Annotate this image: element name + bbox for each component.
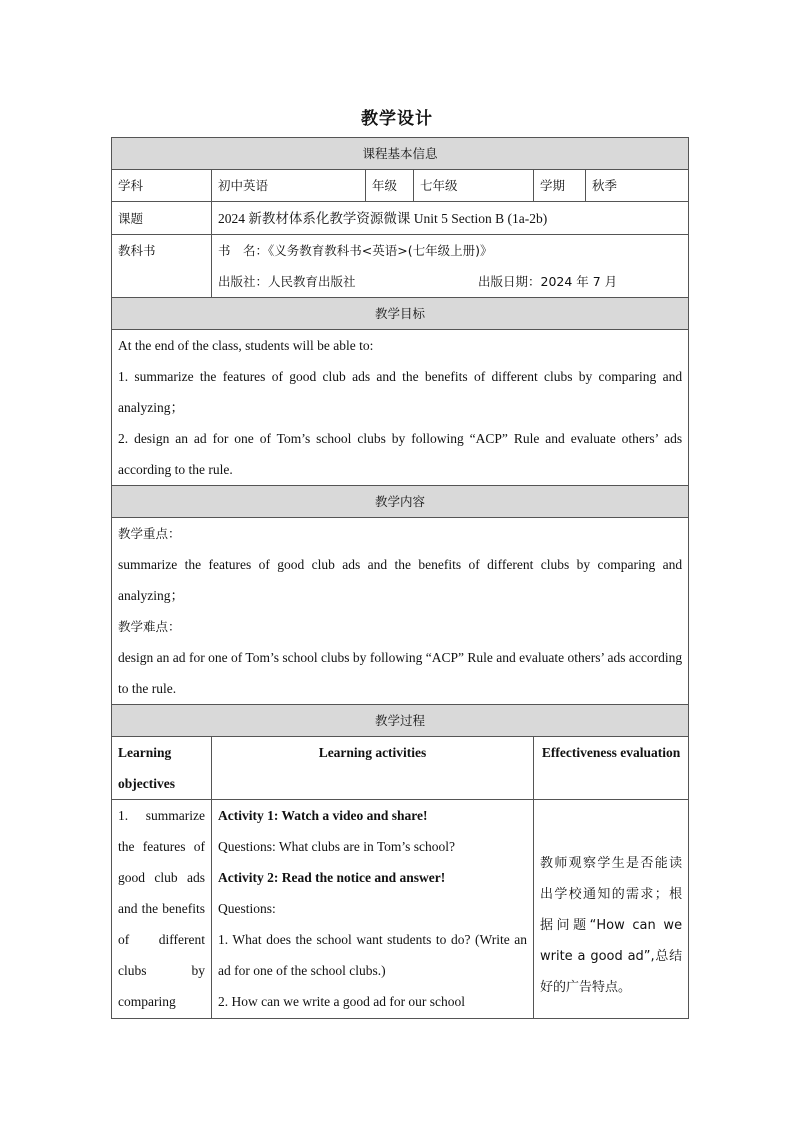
col-header-activities: Learning activities [212, 737, 534, 800]
textbook-info [212, 235, 689, 298]
objectives-header: 教学目标 [112, 298, 689, 330]
lesson-plan-table [111, 137, 689, 1019]
textbook-name: 书 名：《义务教育教科书<英语>(七年级上册)》 [218, 243, 493, 258]
row1-evaluation: 教师观察学生是否能读出学校通知的需求；根据问题“How can we write a good ad”,总结好的广告特点。 [534, 800, 689, 1019]
publish-date: 出版日期：2024 年 7 月 [478, 274, 618, 289]
term-label: 学期 [534, 170, 586, 202]
col-header-objectives: Learning objectives [112, 737, 212, 800]
term-value: 秋季 [586, 170, 689, 202]
subject-label: 学科 [112, 170, 212, 202]
subject-value: 初中英语 [212, 170, 366, 202]
grade-label: 年级 [366, 170, 414, 202]
objective-item: 2. design an ad for one of Tom’s school clubs by following “ACP” Rule and evaluate others’ ads according to the rule. [118, 431, 683, 477]
activity1-question: Questions: What clubs are in Tom’s school? [218, 839, 456, 854]
topic-value: 2024 新教材体系化教学资源微课 Unit 5 Section B (1a-2b) [212, 202, 689, 235]
col-header-evaluation: Effectiveness evaluation [534, 737, 689, 800]
content-body [112, 518, 689, 705]
objectives-body [112, 330, 689, 486]
page-title: 教学设计 [361, 109, 433, 129]
difficult-point-text: design an ad for one of Tom’s school clubs by following “ACP” Rule and evaluate others’ ads according to the rule. [118, 650, 683, 696]
grade-value: 七年级 [414, 170, 534, 202]
row1-activities [212, 800, 534, 1019]
topic-label: 课题 [112, 202, 212, 235]
textbook-label: 教科书 [112, 235, 212, 298]
activities-clip [218, 800, 527, 1017]
difficult-point-label: 教学难点： [118, 619, 181, 634]
publisher: 出版社：人民教育出版社 [218, 274, 356, 289]
activity2-question-label: Questions: [218, 901, 276, 916]
basic-info-header: 课程基本信息 [112, 138, 689, 170]
activity1-title: Activity 1: Watch a video and share! [218, 808, 428, 823]
activity2-title: Activity 2: Read the notice and answer! [218, 870, 446, 885]
process-header: 教学过程 [112, 705, 689, 737]
objective-intro: At the end of the class, students will be able to: [118, 338, 374, 353]
activity2-question-2: 2. How can we write a good ad for our school [218, 994, 466, 1009]
key-point-label: 教学重点： [118, 526, 181, 541]
objective-item: 1. summarize the features of good club ads and the benefits of different clubs by comparing and analyzing； [118, 369, 683, 415]
publisher-line [218, 266, 682, 297]
row1-objective [112, 800, 212, 1019]
key-point-text: summarize the features of good club ads and the benefits of different clubs by comparing and analyzing； [118, 557, 683, 603]
activity2-question-1: 1. What does the school want students to do? (Write an ad for one of the school clubs.) [218, 932, 527, 978]
row1-objective-text: 1. summarize the features of good club ads and the benefits of different clubs by comparing [118, 808, 205, 1009]
content-header: 教学内容 [112, 486, 689, 518]
